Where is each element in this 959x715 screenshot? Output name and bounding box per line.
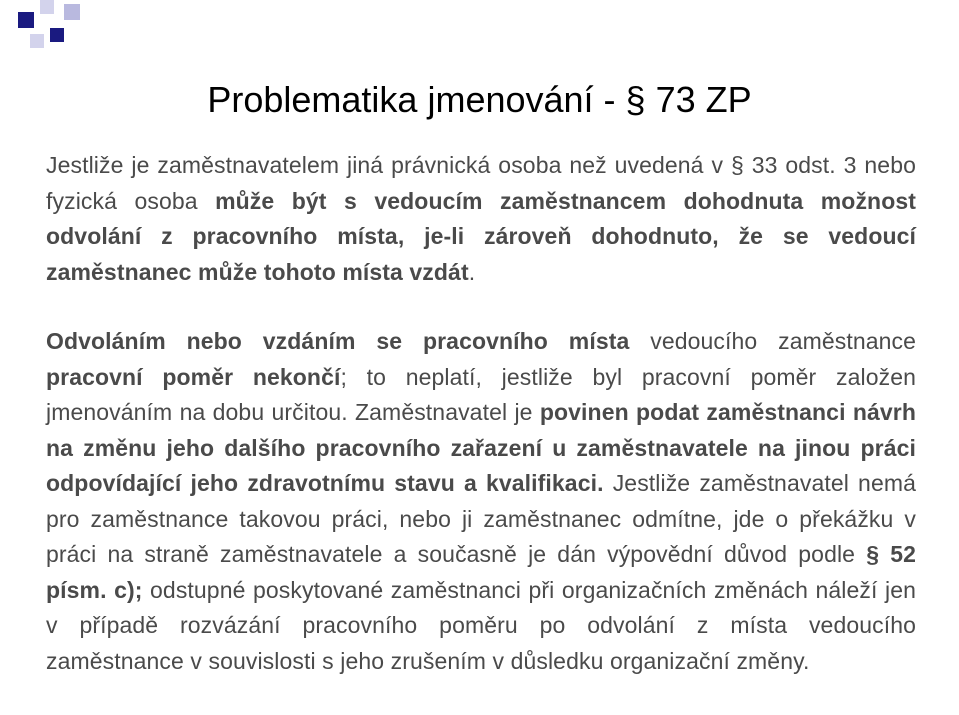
emphasis-text: Odvoláním nebo vzdáním se pracovního místa bbox=[46, 328, 630, 354]
paragraph-text: . bbox=[468, 258, 476, 285]
paragraph-text: odstupné poskytované zaměstnanci při organizačních změnách náleží jen v případě rozvázání pracovního poměru po odvolání z místa vedoucího zaměstnance v souvislosti s jeho zrušením v důsledku organizační změny. bbox=[46, 576, 916, 674]
paragraph-text: vedoucího zaměstnance bbox=[629, 328, 917, 354]
slide-title: Problematika jmenování - § 73 ZP bbox=[207, 79, 752, 120]
navy-square bbox=[18, 12, 34, 28]
lavender-square bbox=[40, 0, 54, 14]
emphasis-text: § 52 písm. c); bbox=[46, 541, 916, 603]
emphasis-text: pracovní poměr nekončí bbox=[46, 363, 341, 390]
lavender-square bbox=[64, 4, 80, 20]
decorative-squares-logo bbox=[0, 0, 90, 60]
paragraph-text: Jestliže zaměstnavatel nemá pro zaměstnance takovou práci, nebo ji zaměstnanec odmítne, jde o překážku v práci na straně zaměstnavatele a současně je dán výpovědní důvod podle bbox=[46, 470, 916, 567]
emphasis-text: povinen podat zaměstnanci návrh na změnu jeho dalšího pracovního zařazení u zaměstnavatele na jinou práci odpovídající jeho zdravotnímu stavu a kvalifikaci. bbox=[46, 399, 916, 496]
lavender-square bbox=[30, 34, 44, 48]
paragraph-text: ; to neplatí, jestliže byl pracovní poměr založen jmenováním na dobu určitou. Zaměstnavatel je bbox=[46, 363, 916, 425]
paragraph-text: Jestliže je zaměstnavatelem jiná právnická osoba než uvedená v § 33 odst. 3 nebo fyzická osoba bbox=[46, 152, 916, 214]
paragraph-consequences bbox=[46, 324, 916, 679]
paragraph-conditions bbox=[46, 148, 916, 290]
navy-square bbox=[50, 28, 64, 42]
emphasis-text: může být s vedoucím zaměstnancem dohodnuta možnost odvolání z pracovního místa, je-li zároveň dohodnuto, že se vedoucí zaměstnanec může tohoto místa vzdát bbox=[46, 187, 916, 285]
